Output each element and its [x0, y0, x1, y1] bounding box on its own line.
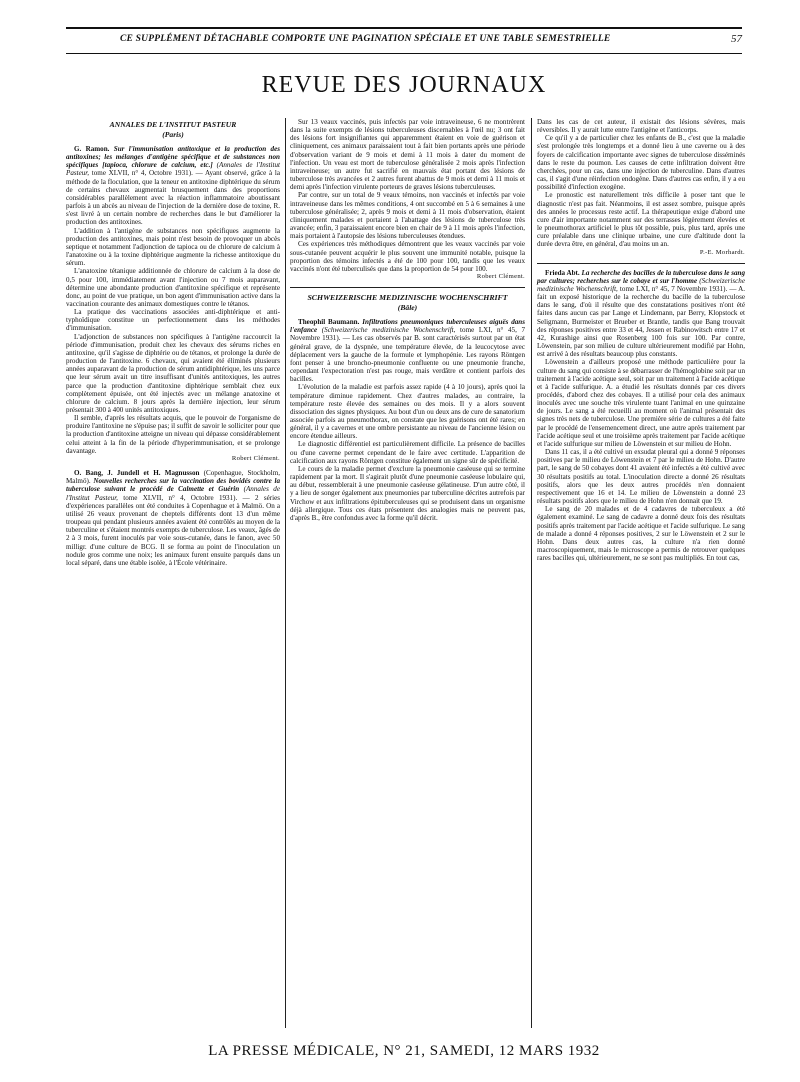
signature: Robert Clément.: [231, 454, 280, 462]
column-divider: [285, 118, 286, 1028]
paragraph: Le pronostic est naturellement très difficile à poser tant que le diagnostic n'est pas fait. Néanmoins, il est assez sombre, puisque après des années le processus reste actif. La thérapeutique exige d'abord une cure d'air importante notamment sur des terrasses légèrement élevées et le pneumothorax artificiel le plus tôt possible, puis, plus tard, après une cure préalable dans une clinique urbaine, une cure d'altitude dont la durée devra être, en général, d'au moins un an.: [537, 191, 745, 249]
paragraph: Le diagnostic différentiel est particulièrement difficile. La présence de bacilles ou d'une caverne permet cependant de le faire avec certitude. L'apparition de calcification aux rayons Röntgen constitue également un signe sûr de spécificité.: [290, 440, 525, 465]
paragraph: L'adjonction de substances non spécifiques à l'antigène raccourcit la période d'immunisation, produit chez les chevaux des sérums riches en antitoxine, qu'il s'agisse de diphtérie ou de tétanos, et prolonge la durée de production de l'antitoxine. 6 chevaux, qui avaient été éliminés plusieurs années auparavant de la production de sérum antidiphtérique, les uns parce que leur sérum avait un titre insuffisant d'unités antitoxiques, les autres parce que la production d'antitoxine diphtérique semblait chez eux complètement épuisée, ont été injectés avec un mélange anatoxine et chlorure de calcium. 8 jours après la dernière injection, leur sérum présentait 300 à 400 unités antitoxiques.: [66, 332, 280, 414]
page-header: [66, 34, 742, 48]
column-2: [290, 118, 525, 522]
article-author: Theophil Baumann.: [298, 318, 360, 327]
article-title: Nouvelles recherches sur la vaccination des bovidés contre la tuberculose suivant le procédé de Calmette et Guérin: [66, 477, 281, 494]
article-header: [66, 145, 280, 227]
journal-city: (Paris): [162, 130, 184, 139]
article-subtitle: [tapioca, chlorure de calcium, etc.]: [102, 161, 213, 170]
divider: [290, 287, 525, 288]
paragraph: Sur 13 veaux vaccinés, puis infectés par voie intraveineuse, 6 ne montrèrent dans la suite exempts de lésions tuberculeuses discernables à l'œil nu; 3 ont fait des lésions fort insignifiantes qui apparemment étaient en voie de guérison et cliniquement, ces animaux paraissaient tout à fait bien portants après une période d'observation variant de 9 mois et demi à 11 mois à dater du moment de l'infection. Un veau est mort de tuberculose généralisée 2 mois après l'infection intraveineuse; un autre fut sacrifié en mauvais état portant des lésions de tuberculose très avancées et 2 autres furent abattus de 9 mois et demi à 11 mois et demi après l'infection virulente porteurs de graves lésions tuberculeuses.: [290, 118, 525, 192]
article-affiliation: (Copenhague, Stockholm, Malmö).: [66, 469, 280, 486]
article-author: G. Ramon.: [74, 145, 110, 153]
top-rule: [66, 27, 742, 29]
paragraph: — 2 séries d'expériences parallèles ont été conduites à Copenhague et à Malmö. On a utilisé 26 veaux provenant de cheptels différents dont 13 d'un même troupeau qui pendant plusieurs années avaient été contrôlés au moyen de la tuberculine et s'étaient montrés exempts de tuberculose. Les veaux, âgés de 2 à 3 mois, furent inoculés par voie sous-cutanée, dans le fanon, avec 50 milligr. d'une culture de BCG. Il se forma au point de l'inoculation un nodule gros comme une noix; les animaux furent ensuite parqués dans un local séparé, dans une étable isolée, à l'École vétérinaire.: [66, 493, 280, 567]
paragraph: Ce qu'il y a de particulier chez les enfants de B., c'est que la maladie s'est prolongée très longtemps et a donné lieu à une caverne ou à des foyers de calcification importante avec signes de tuberculose disséminés dans le reste du poumon. Les causes de cette infiltration doivent être cherchées, pour un cas, dans une injection de tuberculine. Dans d'autres cas, il s'agit d'une réinfection endogène. Dans d'autres cas enfin, il y a eu possibilité d'infection exogène.: [537, 134, 745, 192]
paragraph: La pratique des vaccinations associées anti-diphtérique et anti-typhoïdique constitue un perfectionnement dans les méthodes d'immunisation.: [66, 308, 280, 333]
paragraph: Le cours de la maladie permet d'exclure la pneumonie caséeuse qui se termine rapidement par la mort. Il s'agirait plutôt d'une pneumonie caséeuse lobulaire qui, au début, ressemblerait à une pneumonie caséeuse gélatineuse. D'un autre côté, il y a lieu de songer également aux pneumonies par tuberculine décrites autrefois par Virchow et aux infiltrations épituberculeuses qui se produisent dans un organisme déjà allergique. Tous ces états présentent des analogies mais ne peuvent pas, d'après B., être confondus avec la forme qu'il décrit.: [290, 464, 525, 522]
article-author: O. Bang, J. Jundell et H. Magnusson: [74, 469, 200, 478]
paragraph: L'addition à l'antigène de substances non spécifiques augmente la production des antitoxines, mais point n'est besoin de provoquer un abcès septique et notamment l'adjonction de tapioca ou de chlorure de calcium à l'anatoxine ou à la toxine diphtérique augmente la richesse antitoxique du sérum.: [66, 226, 280, 268]
signature: Robert Clément.: [476, 272, 525, 280]
paragraph: Ces expériences très méthodiques démontrent que les veaux vaccinés par voie sous-cutanée peuvent acquérir le plus souvent une immunité notable, puisque la proportion des témoins infectés a été de 100 pour 100, tandis que les veaux vaccinés n'ont été tuberculisés que dans la proportion de 54 pour 100.: [290, 240, 525, 273]
paragraph: — A. fait un exposé historique de la recherche du bacille de la tuberculose dans le sang, d'où il résulte que des constatations positives n'ont été faites dans aucun cas par Lange et Lindemann, par Berry, Klopstock et Seligmann, Burmeister et Brueber et Brantle, tandis que Bang trouvait des réponses positives entre 33 et 44, Jessen et Rabinowitsch entre 17 et 42, Kurashige ainsi que Rosenberg 100 fois sur 100. Par contre, Löwenstein, par son milieu de culture ultérieurement modifié par Hohn, est arrivé à des résultats beaucoup plus constants.: [537, 284, 746, 359]
paragraph: Löwenstein a d'ailleurs proposé une méthode particulière pour la culture du sang qui consiste à se débarrasser de l'hémoglobine soit par un traitement à l'acide acétique seul, soit par un traitement à l'acide acétique et à l'acide sulfurique. A. a étudié les résultats donnés par ces divers procédés, d'abord chez des cobayes. Il a utilisé pour cela des animaux inoculés avec une souche très virulente tuant l'animal en une quinzaine de jours. Le sang a été recueilli au moment où l'animal présentait des signes très nets de tuberculose. Une première série de cultures a été faite par le procédé de l'ensemencement direct, une autre après traitement par l'acide acétique seul et une troisième après traitement par l'acide acétique et l'acide sulfurique sur milieu de Löwenstein et sur milieu de Hohn.: [537, 358, 745, 448]
article-title: Infiltrations pneumoniques tuberculeuses aiguës dans l'enfance: [290, 318, 525, 335]
paragraph: — Ayant observé, grâce à la méthode de la floculation, que la teneur en antitoxine diphtérique du sérum de certains chevaux augmentait brusquement dans des proportions considérables parallèlement avec la réaction inflammatoire aboutissant parfois à un abcès au niveau de l'injection de la dernière dose de toxine, R. s'est livré à un certain nombre de recherches dans le but d'améliorer la production des antitoxines.: [66, 169, 280, 227]
journal-title: SCHWEIZERISCHE MEDIZINISCHE WOCHENSCHRIFT: [307, 293, 508, 303]
article-header: [537, 269, 745, 359]
paragraph: Il semble, d'après les résultats acquis, que le pouvoir de l'organisme de produire l'antitoxine ne s'épuise pas; il suffit de savoir le solliciter pour que la production d'antitoxine atteigne un niveau qui dépasse considérablement celui atteint à la fin de la période d'hyperimmunisation, et se prolonge davantage.: [66, 414, 280, 455]
paragraph: Le sang de 20 malades et de 4 cadavres de tuberculeux a été également examiné. Le sang de cadavre a donné deux fois des résultats positifs après traitement par l'acide acétique et l'acide sulfurique. Le sang de malade a donné 4 réponses positives, 2 sur le Löwenstein et 2 sur le Hohn. Dans deux autres cas, la culture n'a rien donné macroscopiquement, mais le microscope a permis de retrouver quelques rares bacilles qui, ultérieurement, ne se sont pas multipliés. En tout cas,: [537, 505, 745, 563]
column-divider: [531, 118, 532, 1028]
article-header: [66, 469, 280, 567]
article-ref: tome XLVII, n° 4, Octobre 1931).: [123, 493, 238, 502]
article-source: (Schweizerische medizinische Wochenschrift,: [537, 276, 745, 293]
article-ref: tome XLVII, n° 4, Octobre 1931).: [91, 169, 193, 178]
paragraph: Par contre, sur un total de 9 veaux témoins, non vaccinés et infectés par voie intraveineuse dans les mêmes conditions, 4 ont succombé en 5 à 6 semaines à une tuberculose généralisée; 2, après 9 mois et demi à 11 mois d'observation, étaient cliniquement malades et portaient à l'abattage des lésions de tuberculose très avancée; enfin, 3 paraissaient encore bien en chair de 9 à 11 mois après l'infection, mais portaient à l'autopsie des lésions tuberculeuses étendues.: [290, 191, 525, 241]
section-title: REVUE DES JOURNAUX: [261, 72, 547, 98]
header-rule: [66, 53, 742, 54]
paragraph: L'évolution de la maladie est parfois assez rapide (4 à 10 jours), après quoi la température diminue rapidement. Chez d'autres malades, au contraire, la température reste élevée des semaines ou des mois. Il y a alors souvent dissociation des signes physiques. Au bout d'un ou deux ans de cure de sanatorium associée parfois au pneumothorax, on constate que les guérisons ont été rares; en général, il y a cavernes et une ombre persistante au niveau de l'ancienne lésion ou encore étendue ailleurs.: [290, 383, 525, 441]
paragraph: — Les cas observés par B. sont caractérisés surtout par un état général grave, de la dyspnée, une température élevée, de la leucocytose avec déplacement vers la gauche de la formule et lymphopénie. Les rayons Röntgen font penser à une broncho-pneumonie confluente ou une pneumonie franche, cependant l'expectoration n'est pas rouge, mais verdâtre et contient parfois des bacilles.: [290, 334, 525, 384]
paragraph: Dans 11 cas, il a été cultivé un exsudat pleural qui a donné 9 réponses positives par le milieu de Löwenstein et 7 par le milieu de Hohn. D'autre part, le sang de 50 cobayes dont 41 avaient été infectés a été cultivé avec 30 résultats positifs au total. L'inoculation directe a donné 26 résultats positifs, alors que les deux autres procédés n'en donnaient respectivement que 16 et 14. Le milieu de Löwenstein a donné 23 résultats positifs alors que le milieu de Hohn n'en donnait que 19.: [537, 448, 745, 506]
journal-city: (Bâle): [397, 303, 418, 313]
column-1: [66, 118, 280, 567]
article-ref: tome LXI, n° 45, 7 Novembre 1931).: [619, 284, 728, 293]
article-title: La recherche des bacilles de la tuberculose dans le sang par cultures; recherches sur le cobaye et sur l'homme: [537, 268, 745, 285]
article-ref: tome LXI, n° 45, 7 Novembre 1931).: [290, 326, 526, 343]
page-footer: LA PRESSE MÉDICALE, N° 21, SAMEDI, 12 MARS 1932: [208, 1043, 600, 1059]
signature: P.-E. Morhardt.: [699, 248, 745, 256]
page-number: 57: [731, 33, 742, 45]
article-title: Sur l'immunisation antitoxique et la production des antitoxines; les mélanges d'antigène spécifique et de substances non spécifiques: [66, 145, 280, 170]
divider: [537, 263, 745, 264]
article-source: (Annales de l'Institut Pasteur,: [66, 161, 281, 178]
running-title: CE SUPPLÉMENT DÉTACHABLE COMPORTE UNE PAGINATION SPÉCIALE ET UNE TABLE SEMESTRIELLE: [120, 34, 611, 44]
article-header: [290, 318, 525, 383]
paragraph: L'anatoxine tétanique additionnée de chlorure de calcium à la dose de 0,5 pour 100, immédiatement avant l'injection ou 7 mois auparavant, détermine une abondante production d'antitoxine spécifique et représente donc, au point de vue pratique, un bon agent d'immunisation active dans la vaccination courante des animaux domestiques contre le tétanos.: [66, 267, 280, 308]
column-3: [537, 118, 745, 562]
article-source: (Schweizerische medizinische Wochenschrift,: [321, 326, 456, 335]
paragraph: Dans les cas de cet auteur, il existait des lésions sévères, mais réversibles. Il y aurait lutte entre l'antigène et l'anticorps.: [537, 118, 745, 135]
journal-title: ANNALES DE L'INSTITUT PASTEUR: [109, 120, 237, 129]
article-source: (Annales de l'Institut Pasteur,: [66, 485, 280, 502]
article-author: Frieda Abt.: [545, 268, 580, 277]
